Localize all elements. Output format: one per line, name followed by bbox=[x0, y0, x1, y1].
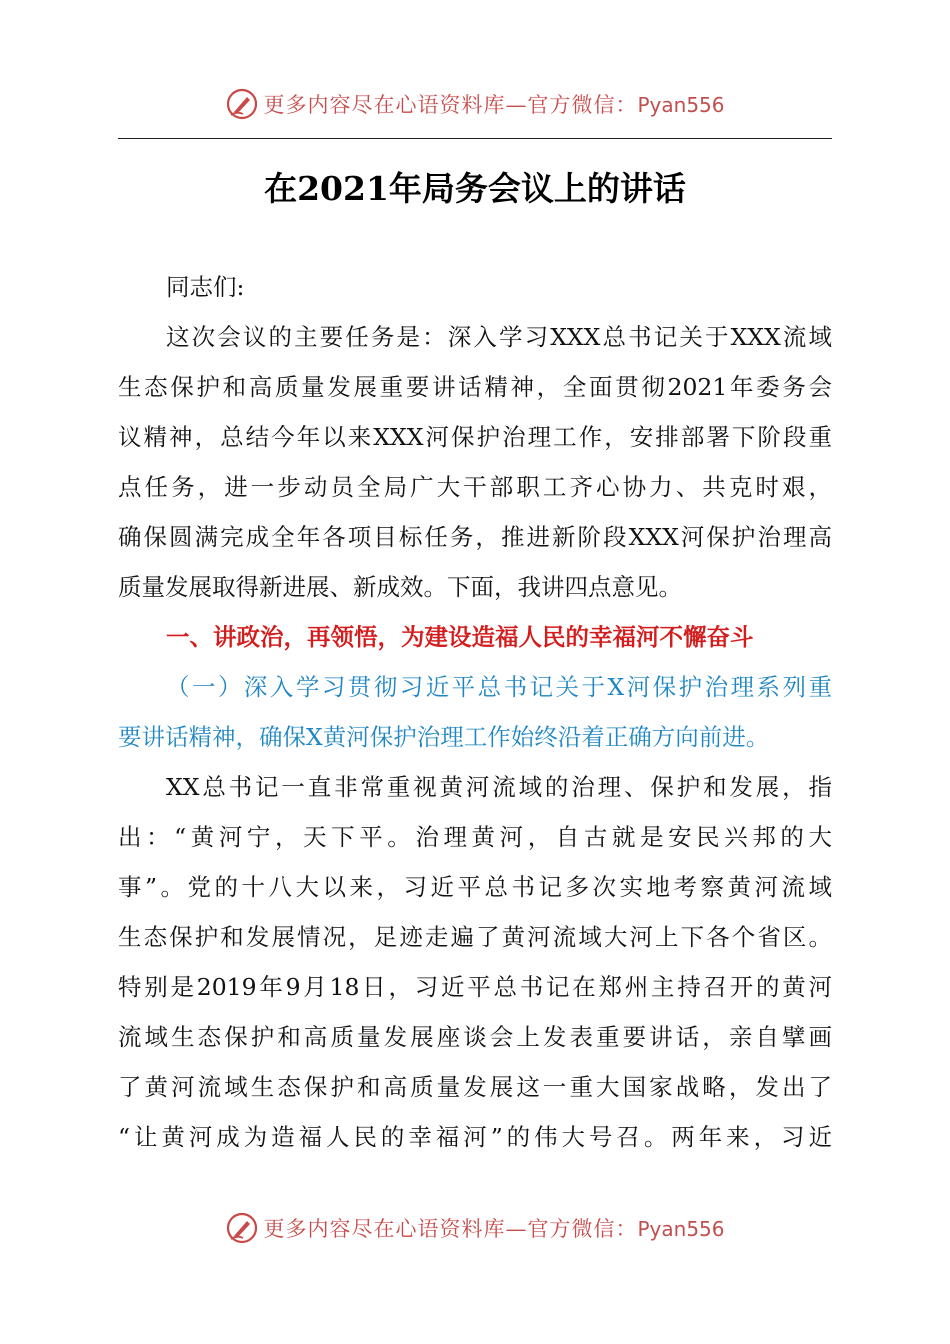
paragraph-line: 出：“黄河宁，天下平。治理黄河，自古就是安民兴邦的大 bbox=[118, 823, 832, 851]
footer-banner-text: 更多内容尽在心语资料库—官方微信：Pyan556 bbox=[263, 1217, 725, 1241]
paragraph-line: “让黄河成为造福人民的幸福河”的伟大号召。两年来，习近 bbox=[118, 1123, 832, 1151]
wechat-id: Pyan556 bbox=[637, 1217, 725, 1241]
paragraph-line: 生态保护和发展情况，足迹走遍了黄河流域大河上下各个省区。 bbox=[118, 923, 832, 951]
page-title: 在2021年局务会议上的讲话 bbox=[264, 169, 686, 208]
section-heading: 一、讲政治，再领悟，为建设造福人民的幸福河不懈奋斗 bbox=[166, 623, 754, 651]
sub-heading bbox=[118, 662, 832, 762]
paragraph-intro bbox=[118, 312, 832, 612]
pen-circle-logo-icon bbox=[225, 1211, 259, 1245]
pen-circle-logo-icon bbox=[225, 87, 259, 121]
document-body bbox=[118, 262, 832, 1162]
paragraph-line: 流域生态保护和高质量发展座谈会上发表重要讲话，亲自擘画 bbox=[118, 1023, 832, 1051]
paragraph-line: 议精神，总结今年以来XXX河保护治理工作，安排部署下阶段重 bbox=[118, 423, 832, 451]
paragraph-line: XX总书记一直非常重视黄河流域的治理、保护和发展，指 bbox=[166, 773, 832, 801]
sub-heading-line: （一）深入学习贯彻习近平总书记关于X河保护治理系列重 bbox=[166, 673, 832, 701]
paragraph-line: 点任务，进一步动员全局广大干部职工齐心协力、共克时艰， bbox=[118, 473, 832, 501]
footer-banner bbox=[0, 1208, 950, 1248]
paragraph-line: 事”。党的十八大以来，习近平总书记多次实地考察黄河流域 bbox=[118, 873, 832, 901]
header-banner-text: 更多内容尽在心语资料库—官方微信：Pyan556 bbox=[263, 93, 725, 117]
header-banner bbox=[0, 84, 950, 124]
header-divider bbox=[118, 138, 832, 139]
wechat-id: Pyan556 bbox=[637, 93, 725, 117]
paragraph-line: 了黄河流域生态保护和高质量发展这一重大国家战略，发出了 bbox=[118, 1073, 832, 1101]
paragraph-line: 确保圆满完成全年各项目标任务，推进新阶段XXX河保护治理高 bbox=[118, 523, 832, 551]
sub-heading-line: 要讲话精神，确保X黄河保护治理工作始终沿着正确方向前进。 bbox=[118, 723, 770, 751]
paragraph-line: 特别是2019年9月18日，习近平总书记在郑州主持召开的黄河 bbox=[118, 973, 832, 1001]
paragraph-line: 生态保护和高质量发展重要讲话精神，全面贯彻2021年委务会 bbox=[118, 373, 832, 401]
greeting: 同志们: bbox=[166, 273, 245, 301]
paragraph-line: 这次会议的主要任务是：深入学习XXX总书记关于XXX流域 bbox=[166, 323, 832, 351]
paragraph-line: 质量发展取得新进展、新成效。下面，我讲四点意见。 bbox=[118, 573, 682, 601]
paragraph-main bbox=[118, 762, 832, 1162]
